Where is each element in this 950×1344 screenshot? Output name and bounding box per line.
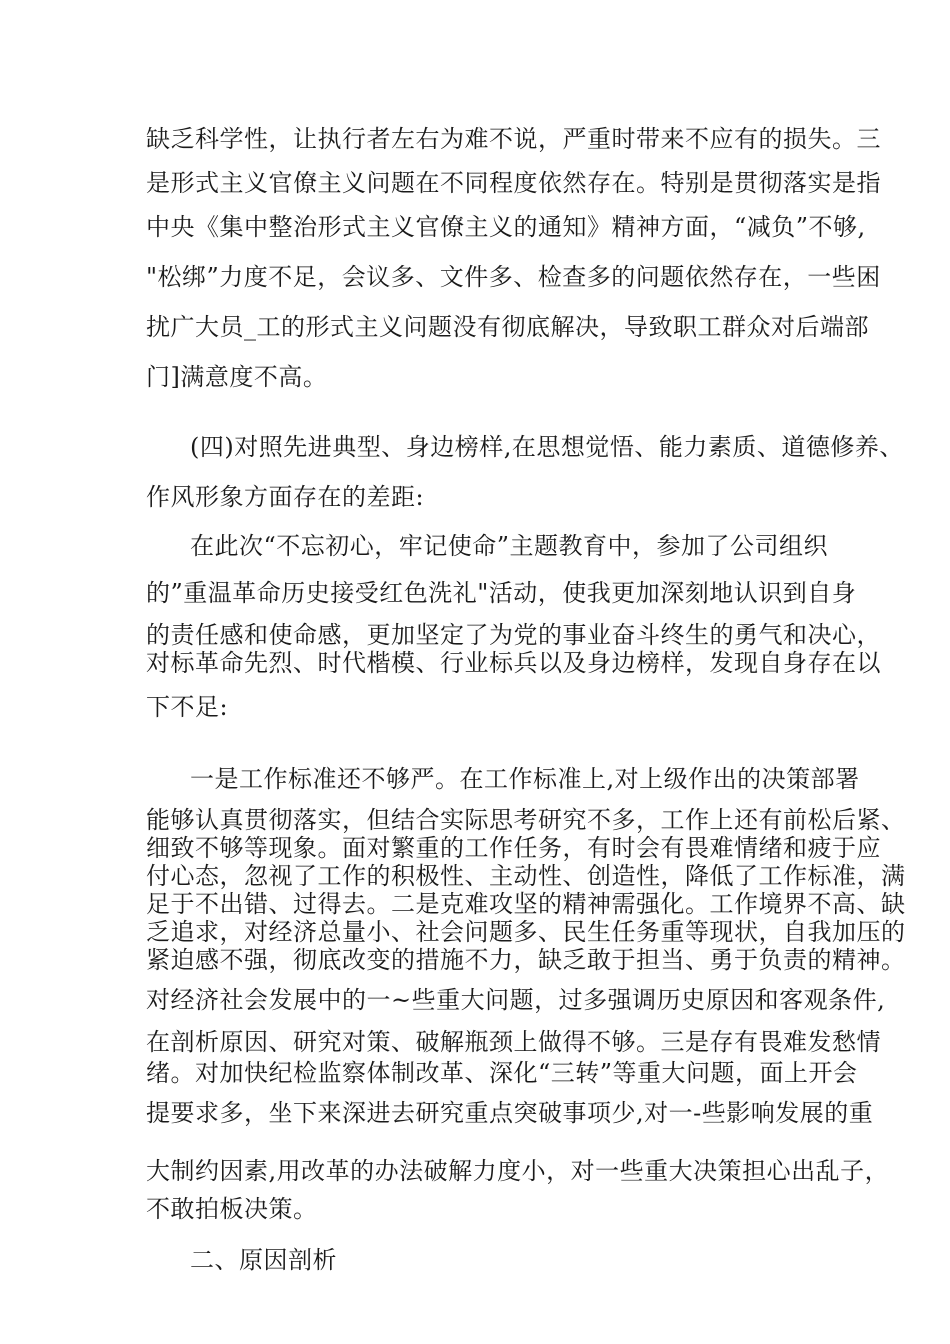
text-line: 能够认真贯彻落实，但结合实际思考研究不多，工作上还有前松后紧、: [146, 806, 906, 834]
text-line: 是形式主义官僚主义问题在不同程度依然存在。特别是贯彻落实是指: [146, 169, 881, 197]
text-line: 门]满意度不高。: [146, 363, 328, 391]
text-line: 作风形象方面存在的差距:: [146, 483, 425, 511]
text-line: 一是工作标准还不够严。在工作标准上,对上级作出的决策部署: [190, 765, 860, 793]
text-line: 在剖析原因、研究对策、破解瓶颈上做得不够。三是存有畏难发愁情: [146, 1028, 881, 1056]
text-line: 付心态，忽视了工作的积极性、主动性、创造性，降低了工作标准，满: [146, 862, 906, 890]
text-line: 对经济社会发展中的一~些重大问题，过多强调历史原因和客观条件,: [146, 986, 886, 1014]
text-line: 的”重温革命历史接受红色洗礼"活动，使我更加深刻地认识到自身: [146, 579, 857, 607]
text-line: 细致不够等现象。面对繁重的工作任务，有时会有畏难情绪和疲于应: [146, 834, 881, 862]
text-line: 在此次“不忘初心，牢记使命”主题教育中，参加了公司组织: [190, 532, 829, 560]
text-line: 乏追求，对经济总量小、社会问题多、民生任务重等现状，自我加压的: [146, 918, 906, 946]
text-line: 不敢拍板决策。: [146, 1195, 318, 1223]
text-line: 绪。对加快纪检监察体制改革、深化“三转”等重大问题，面上开会: [146, 1059, 858, 1087]
text-line: 缺乏科学性，让执行者左右为难不说，严重时带来不应有的损失。三: [146, 125, 881, 153]
text-line: 对标革命先烈、时代楷模、行业标兵以及身边榜样，发现自身存在以: [146, 649, 881, 677]
text-line: 大制约因素,用改革的办法破解力度小，对一些重大决策担心出乱子，: [146, 1157, 890, 1185]
text-line: 的责任感和使命感，更加坚定了为党的事业奋斗终生的勇气和决心，: [146, 621, 881, 649]
text-line: 下不足:: [146, 693, 229, 721]
text-line: 提要求多，坐下来深进去研究重点突破事项少,对一-些影响发展的重: [146, 1099, 874, 1127]
text-line: 紧迫感不强，彻底改变的措施不力，缺乏敢于担当、勇于负责的精神。: [146, 946, 906, 974]
text-line: 足于不出错、过得去。二是克难攻坚的精神需强化。工作境界不高、缺: [146, 890, 906, 918]
section-heading: 二、原因剖析: [190, 1246, 337, 1274]
text-line: 中央《集中整治形式主义官僚主义的通知》精神方面，“减负”不够,: [146, 213, 866, 241]
section-heading: (四)对照先进典型、身边榜样,在思想觉悟、能力素质、道德修养、: [190, 433, 904, 461]
text-line: 扰广大员_工的形式主义问题没有彻底解决，导致职工群众对后端部: [146, 313, 869, 341]
text-line: "松绑”力度不足，会议多、文件多、检查多的问题依然存在，一些困: [146, 263, 881, 291]
